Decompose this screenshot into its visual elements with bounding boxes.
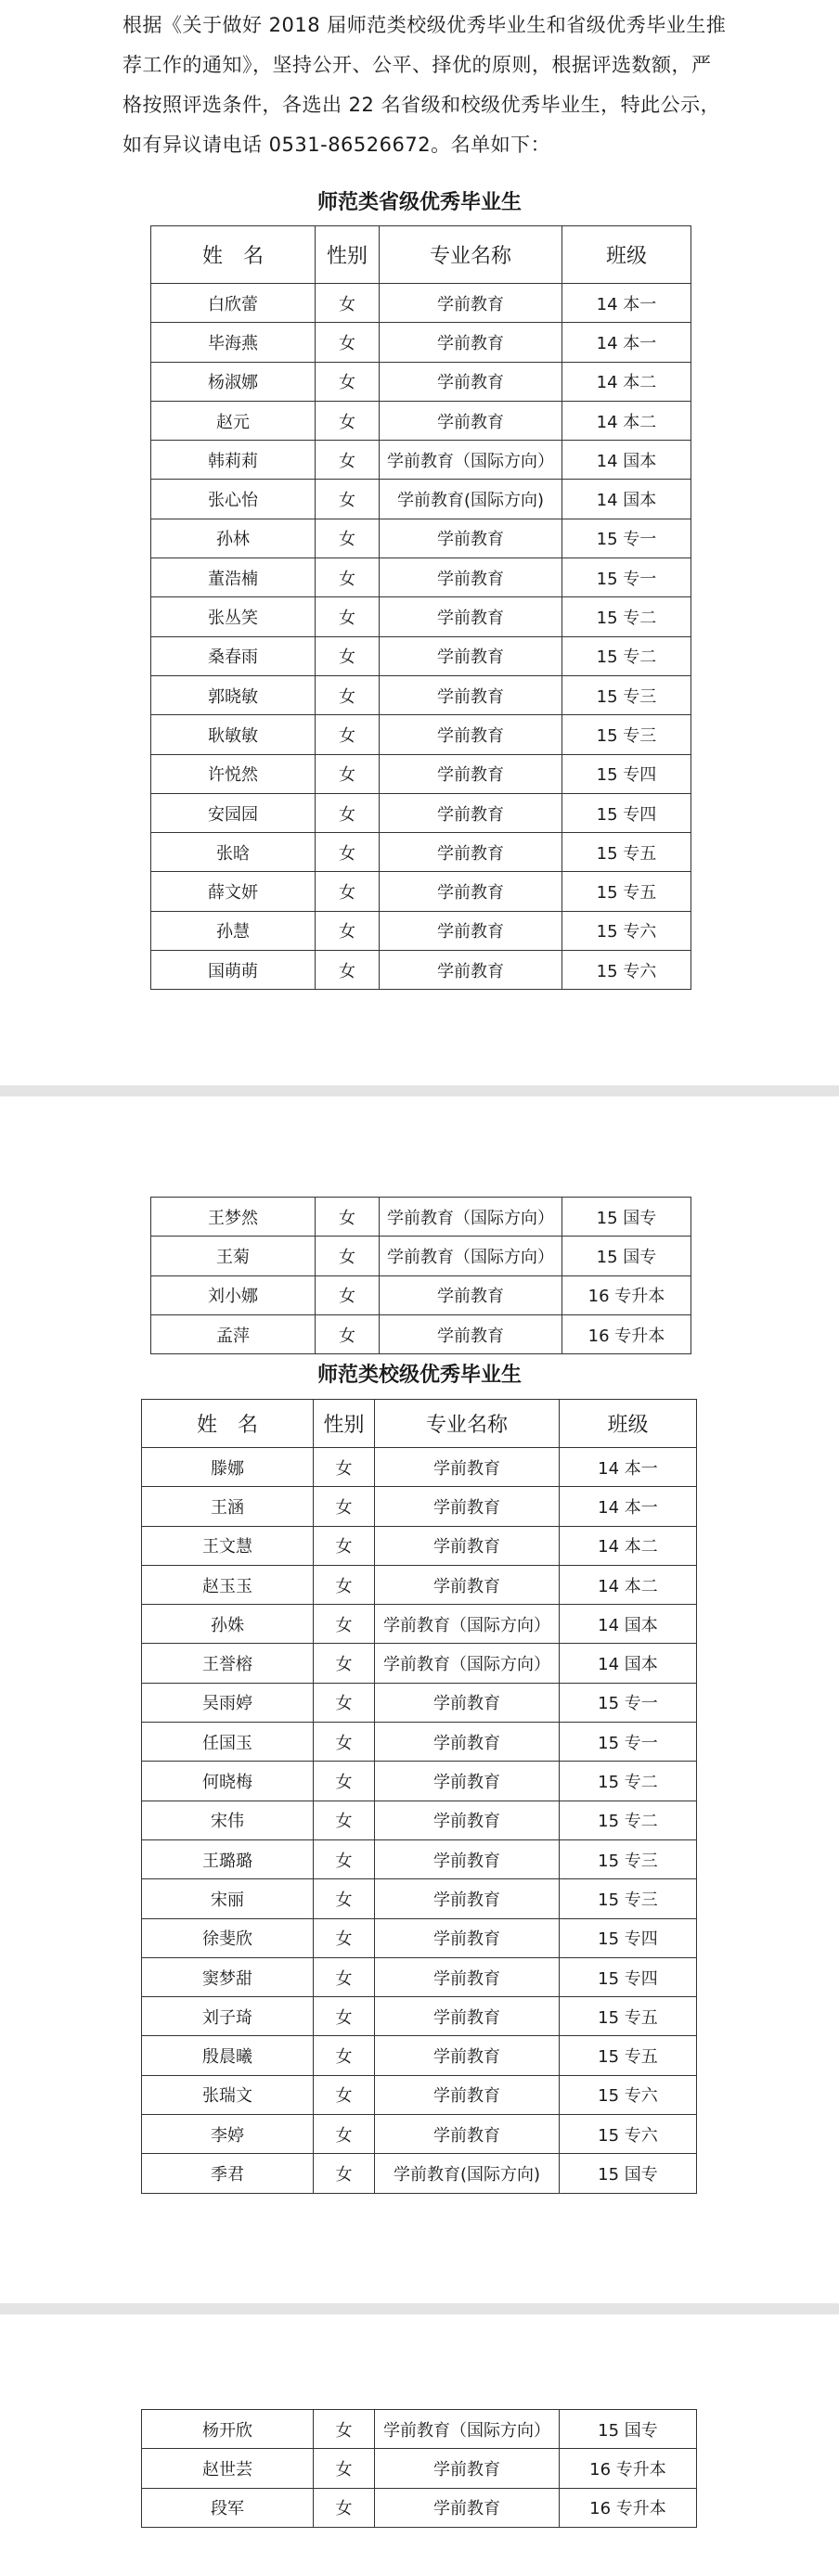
cell-class: 15 专五 xyxy=(560,1997,697,2036)
cell-major: 学前教育 xyxy=(380,793,562,832)
cell-class: 15 专三 xyxy=(562,715,691,754)
table-row xyxy=(151,323,691,362)
table-row xyxy=(151,872,691,911)
cell-major: 学前教育 xyxy=(380,284,562,323)
cell-class: 15 专三 xyxy=(562,675,691,714)
cell-class: 15 专五 xyxy=(562,872,691,911)
cell-class: 15 专六 xyxy=(562,911,691,950)
table-row xyxy=(142,2488,697,2527)
cell-major: 学前教育（国际方向） xyxy=(380,1237,562,1275)
school-table-continued xyxy=(141,2409,697,2528)
cell-major: 学前教育 xyxy=(380,401,562,440)
cell-name: 董浩楠 xyxy=(151,558,316,597)
cell-major: 学前教育 xyxy=(375,2115,560,2154)
cell-major: 学前教育 xyxy=(375,1723,560,1762)
cell-class: 15 国专 xyxy=(560,2410,697,2449)
cell-major: 学前教育 xyxy=(375,1957,560,1996)
cell-class: 14 本一 xyxy=(560,1487,697,1526)
cell-class: 15 专四 xyxy=(562,754,691,793)
table-row xyxy=(151,911,691,950)
table-row xyxy=(142,2449,697,2488)
table-row xyxy=(151,675,691,714)
cell-major: 学前教育 xyxy=(375,2488,560,2527)
cell-class: 15 专四 xyxy=(562,793,691,832)
cell-name: 杨淑娜 xyxy=(151,362,316,401)
cell-major: 学前教育 xyxy=(380,754,562,793)
cell-name: 滕娜 xyxy=(142,1448,314,1487)
cell-gender: 女 xyxy=(316,480,380,519)
cell-gender: 女 xyxy=(314,1683,375,1722)
cell-major: 学前教育 xyxy=(380,597,562,636)
table-row xyxy=(151,1237,691,1275)
cell-gender: 女 xyxy=(316,362,380,401)
table-row xyxy=(151,362,691,401)
table-row xyxy=(151,480,691,519)
cell-class: 14 国本 xyxy=(560,1605,697,1644)
table-row xyxy=(142,2036,697,2075)
cell-major: 学前教育(国际方向) xyxy=(375,2154,560,2193)
cell-gender: 女 xyxy=(316,1237,380,1275)
cell-gender: 女 xyxy=(316,597,380,636)
table-row xyxy=(142,2115,697,2154)
cell-class: 15 专四 xyxy=(560,1957,697,1996)
cell-name: 孙慧 xyxy=(151,911,316,950)
school-table xyxy=(141,1399,697,2194)
cell-name: 许悦然 xyxy=(151,754,316,793)
page-separator xyxy=(0,1085,839,1096)
cell-class: 14 本二 xyxy=(560,1565,697,1604)
table-row xyxy=(151,519,691,557)
cell-major: 学前教育 xyxy=(375,1448,560,1487)
cell-major: 学前教育 xyxy=(375,1565,560,1604)
cell-gender: 女 xyxy=(316,675,380,714)
cell-major: 学前教育 xyxy=(375,1801,560,1839)
cell-name: 刘子琦 xyxy=(142,1997,314,2036)
cell-class: 14 本一 xyxy=(562,284,691,323)
cell-class: 14 本一 xyxy=(560,1448,697,1487)
table-row xyxy=(151,833,691,872)
table-row xyxy=(151,1314,691,1353)
cell-name: 张心怡 xyxy=(151,480,316,519)
table-row xyxy=(142,1997,697,2036)
table-row xyxy=(151,597,691,636)
cell-major: 学前教育（国际方向） xyxy=(375,1605,560,1644)
cell-name: 段军 xyxy=(142,2488,314,2527)
table-row xyxy=(151,558,691,597)
cell-class: 14 国本 xyxy=(560,1644,697,1683)
provincial-title: 师范类省级优秀毕业生 xyxy=(316,191,522,214)
cell-class: 15 专六 xyxy=(560,2115,697,2154)
cell-class: 16 专升本 xyxy=(560,2449,697,2488)
cell-gender: 女 xyxy=(314,2075,375,2114)
cell-gender: 女 xyxy=(314,1644,375,1683)
cell-name: 赵元 xyxy=(151,401,316,440)
cell-class: 16 专升本 xyxy=(562,1275,691,1314)
cell-major: 学前教育（国际方向） xyxy=(375,2410,560,2449)
cell-gender: 女 xyxy=(316,519,380,557)
cell-major: 学前教育 xyxy=(380,362,562,401)
table-row xyxy=(151,793,691,832)
cell-class: 15 国专 xyxy=(562,1237,691,1275)
table-row xyxy=(151,284,691,323)
header-gender: 性别 xyxy=(316,226,380,284)
table-row xyxy=(142,1526,697,1565)
cell-name: 窦梦甜 xyxy=(142,1957,314,1996)
cell-gender: 女 xyxy=(316,911,380,950)
table-row xyxy=(151,715,691,754)
cell-name: 宋伟 xyxy=(142,1801,314,1839)
cell-class: 15 国专 xyxy=(560,2154,697,2193)
cell-name: 桑春雨 xyxy=(151,636,316,675)
cell-name: 孙姝 xyxy=(142,1605,314,1644)
table-header-row xyxy=(151,226,691,284)
cell-name: 殷晨曦 xyxy=(142,2036,314,2075)
cell-gender: 女 xyxy=(316,833,380,872)
cell-gender: 女 xyxy=(314,1918,375,1957)
table-row xyxy=(142,2154,697,2193)
cell-major: 学前教育（国际方向） xyxy=(380,441,562,480)
cell-class: 15 专四 xyxy=(560,1918,697,1957)
cell-gender: 女 xyxy=(316,951,380,990)
cell-major: 学前教育 xyxy=(375,1918,560,1957)
cell-major: 学前教育 xyxy=(375,1879,560,1918)
cell-class: 15 专二 xyxy=(562,636,691,675)
table-row xyxy=(142,2410,697,2449)
table-row xyxy=(151,441,691,480)
cell-class: 16 专升本 xyxy=(562,1314,691,1353)
cell-name: 张瑞文 xyxy=(142,2075,314,2114)
cell-name: 毕海燕 xyxy=(151,323,316,362)
cell-name: 王菊 xyxy=(151,1237,316,1275)
cell-major: 学前教育 xyxy=(380,1314,562,1353)
cell-major: 学前教育 xyxy=(380,951,562,990)
cell-gender: 女 xyxy=(316,1314,380,1353)
cell-major: 学前教育 xyxy=(375,2449,560,2488)
table-row xyxy=(151,401,691,440)
cell-gender: 女 xyxy=(314,1801,375,1839)
intro-line: 荐工作的通知》，坚持公开、公平、择优的原则，根据评选数额，严 xyxy=(123,54,712,76)
table-row xyxy=(151,1275,691,1314)
cell-name: 白欣蕾 xyxy=(151,284,316,323)
cell-major: 学前教育 xyxy=(375,1839,560,1878)
intro-paragraph xyxy=(123,6,735,165)
cell-gender: 女 xyxy=(316,754,380,793)
cell-gender: 女 xyxy=(314,2449,375,2488)
cell-name: 宋丽 xyxy=(142,1879,314,1918)
cell-major: 学前教育(国际方向) xyxy=(380,480,562,519)
cell-gender: 女 xyxy=(314,2488,375,2527)
cell-name: 张丛笑 xyxy=(151,597,316,636)
header-class: 班级 xyxy=(562,226,691,284)
table-row xyxy=(151,1198,691,1237)
cell-class: 14 本一 xyxy=(562,323,691,362)
cell-name: 何晓梅 xyxy=(142,1762,314,1801)
cell-class: 15 专五 xyxy=(560,2036,697,2075)
cell-class: 15 专五 xyxy=(562,833,691,872)
cell-gender: 女 xyxy=(314,1565,375,1604)
cell-name: 王文慧 xyxy=(142,1526,314,1565)
table-row xyxy=(142,1644,697,1683)
cell-name: 赵世芸 xyxy=(142,2449,314,2488)
cell-gender: 女 xyxy=(316,872,380,911)
cell-class: 15 专一 xyxy=(560,1723,697,1762)
cell-gender: 女 xyxy=(314,2154,375,2193)
cell-major: 学前教育 xyxy=(380,715,562,754)
cell-class: 14 国本 xyxy=(562,480,691,519)
cell-gender: 女 xyxy=(316,1275,380,1314)
cell-gender: 女 xyxy=(314,1839,375,1878)
cell-gender: 女 xyxy=(314,1762,375,1801)
table-row xyxy=(142,1957,697,1996)
cell-name: 郭晓敏 xyxy=(151,675,316,714)
cell-major: 学前教育 xyxy=(380,558,562,597)
cell-class: 14 本二 xyxy=(560,1526,697,1565)
cell-gender: 女 xyxy=(316,323,380,362)
cell-name: 杨开欣 xyxy=(142,2410,314,2449)
cell-name: 任国玉 xyxy=(142,1723,314,1762)
cell-major: 学前教育 xyxy=(380,833,562,872)
cell-major: 学前教育 xyxy=(380,872,562,911)
cell-gender: 女 xyxy=(316,558,380,597)
cell-gender: 女 xyxy=(316,284,380,323)
cell-name: 刘小娜 xyxy=(151,1275,316,1314)
cell-gender: 女 xyxy=(314,1997,375,2036)
table-row xyxy=(142,1879,697,1918)
cell-gender: 女 xyxy=(316,1198,380,1237)
provincial-table xyxy=(150,225,691,990)
header-name: 姓 名 xyxy=(142,1400,314,1448)
cell-class: 15 专一 xyxy=(562,519,691,557)
cell-name: 耿敏敏 xyxy=(151,715,316,754)
table-row xyxy=(142,1565,697,1604)
cell-major: 学前教育 xyxy=(380,323,562,362)
cell-class: 15 专一 xyxy=(560,1683,697,1722)
cell-name: 张晗 xyxy=(151,833,316,872)
provincial-table-continued xyxy=(150,1197,691,1354)
table-row xyxy=(142,1762,697,1801)
cell-class: 15 专三 xyxy=(560,1879,697,1918)
table-row xyxy=(151,636,691,675)
cell-class: 14 本二 xyxy=(562,362,691,401)
cell-major: 学前教育 xyxy=(380,519,562,557)
cell-name: 孙林 xyxy=(151,519,316,557)
cell-major: 学前教育 xyxy=(380,1275,562,1314)
cell-major: 学前教育 xyxy=(380,911,562,950)
cell-major: 学前教育 xyxy=(375,1487,560,1526)
cell-gender: 女 xyxy=(314,1723,375,1762)
cell-name: 赵玉玉 xyxy=(142,1565,314,1604)
cell-name: 薛文妍 xyxy=(151,872,316,911)
cell-gender: 女 xyxy=(316,636,380,675)
table-row xyxy=(142,2075,697,2114)
page-separator xyxy=(0,2303,839,2314)
cell-class: 14 本二 xyxy=(562,401,691,440)
cell-gender: 女 xyxy=(314,1448,375,1487)
cell-class: 15 专二 xyxy=(560,1762,697,1801)
cell-major: 学前教育 xyxy=(375,2036,560,2075)
header-major: 专业名称 xyxy=(375,1400,560,1448)
cell-major: 学前教育 xyxy=(375,1997,560,2036)
cell-gender: 女 xyxy=(314,1487,375,1526)
cell-gender: 女 xyxy=(316,715,380,754)
cell-gender: 女 xyxy=(314,1605,375,1644)
cell-name: 韩莉莉 xyxy=(151,441,316,480)
cell-gender: 女 xyxy=(316,793,380,832)
cell-class: 14 国本 xyxy=(562,441,691,480)
table-row xyxy=(142,1487,697,1526)
cell-class: 15 专六 xyxy=(562,951,691,990)
table-row xyxy=(142,1918,697,1957)
cell-gender: 女 xyxy=(314,2115,375,2154)
cell-class: 15 专一 xyxy=(562,558,691,597)
table-row xyxy=(151,951,691,990)
header-gender: 性别 xyxy=(314,1400,375,1448)
cell-major: 学前教育 xyxy=(375,1762,560,1801)
cell-major: 学前教育（国际方向） xyxy=(380,1198,562,1237)
cell-name: 李婷 xyxy=(142,2115,314,2154)
cell-name: 王璐璐 xyxy=(142,1839,314,1878)
cell-major: 学前教育 xyxy=(375,1526,560,1565)
intro-line: 根据《关于做好 2018 届师范类校级优秀毕业生和省级优秀毕业生推 xyxy=(123,14,727,36)
cell-name: 徐斐欣 xyxy=(142,1918,314,1957)
table-row xyxy=(142,1683,697,1722)
cell-major: 学前教育 xyxy=(380,675,562,714)
cell-name: 季君 xyxy=(142,2154,314,2193)
cell-major: 学前教育 xyxy=(380,636,562,675)
cell-name: 安园园 xyxy=(151,793,316,832)
cell-class: 15 国专 xyxy=(562,1198,691,1237)
cell-name: 吴雨婷 xyxy=(142,1683,314,1722)
school-title: 师范类校级优秀毕业生 xyxy=(316,1364,522,1387)
cell-gender: 女 xyxy=(314,2036,375,2075)
intro-line: 如有异议请电话 0531-86526672。名单如下： xyxy=(123,134,551,156)
table-header-row xyxy=(142,1400,697,1448)
cell-gender: 女 xyxy=(314,1957,375,1996)
cell-name: 王涵 xyxy=(142,1487,314,1526)
cell-name: 国萌萌 xyxy=(151,951,316,990)
cell-name: 王誉榕 xyxy=(142,1644,314,1683)
table-row xyxy=(142,1801,697,1839)
table-row xyxy=(151,754,691,793)
table-row xyxy=(142,1723,697,1762)
cell-class: 15 专二 xyxy=(560,1801,697,1839)
cell-major: 学前教育（国际方向） xyxy=(375,1644,560,1683)
cell-gender: 女 xyxy=(316,441,380,480)
table-row xyxy=(142,1605,697,1644)
cell-name: 孟萍 xyxy=(151,1314,316,1353)
cell-gender: 女 xyxy=(314,2410,375,2449)
table-row xyxy=(142,1448,697,1487)
cell-gender: 女 xyxy=(314,1879,375,1918)
cell-gender: 女 xyxy=(314,1526,375,1565)
cell-name: 王梦然 xyxy=(151,1198,316,1237)
intro-line: 格按照评选条件，各选出 22 名省级和校级优秀毕业生，特此公示， xyxy=(123,94,721,116)
cell-class: 16 专升本 xyxy=(560,2488,697,2527)
cell-class: 15 专二 xyxy=(562,597,691,636)
header-class: 班级 xyxy=(560,1400,697,1448)
cell-major: 学前教育 xyxy=(375,2075,560,2114)
cell-class: 15 专六 xyxy=(560,2075,697,2114)
header-major: 专业名称 xyxy=(380,226,562,284)
header-name: 姓 名 xyxy=(151,226,316,284)
table-row xyxy=(142,1839,697,1878)
cell-gender: 女 xyxy=(316,401,380,440)
cell-major: 学前教育 xyxy=(375,1683,560,1722)
cell-class: 15 专三 xyxy=(560,1839,697,1878)
